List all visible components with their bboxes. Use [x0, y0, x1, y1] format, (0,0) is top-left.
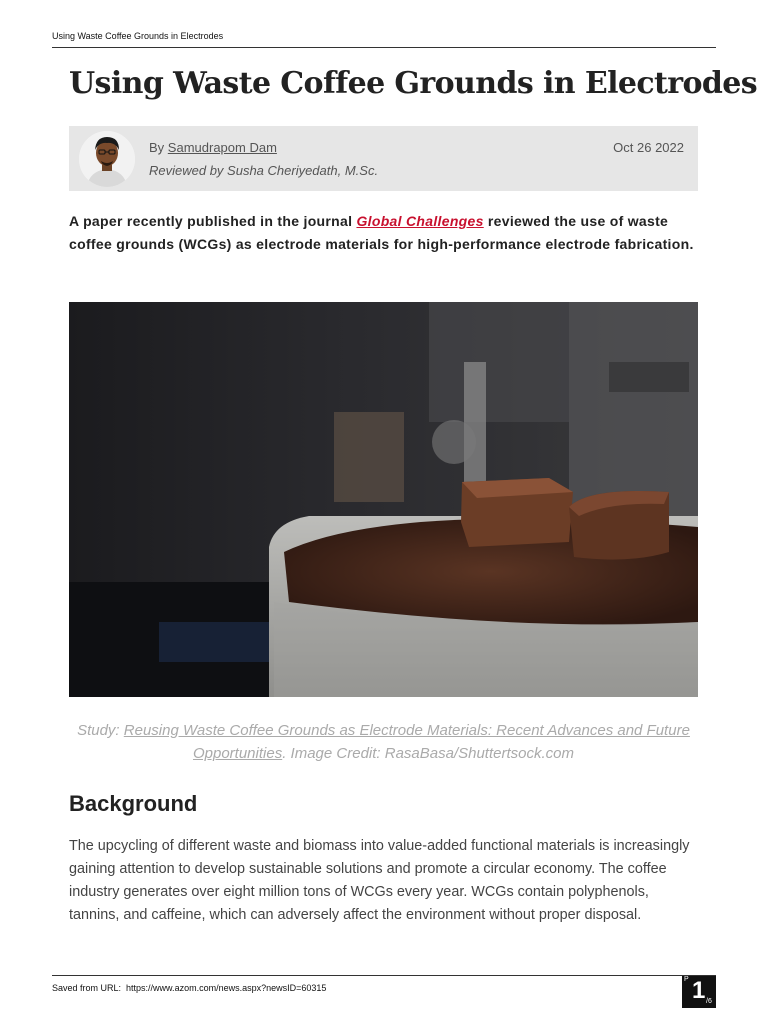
footer-source: [52, 983, 326, 993]
journal-link[interactable]: Global Challenges: [356, 213, 484, 229]
section-body: The upcycling of different waste and biomass into value-added functional materials is increasingly gaining attention to develop sustainable solutions and promote a circular economy. The coffee industry generates over eight million tons of WCGs every year. WCGs contain polyphenols, tannins, and caffeine, which can adversely affect the environment without proper disposal.: [69, 838, 690, 923]
caption-study-link[interactable]: Reusing Waste Coffee Grounds as Electrode Materials: Recent Advances and Future Opportunities: [123, 722, 690, 762]
page-total: /6: [706, 998, 712, 1005]
article-photo: [69, 302, 698, 697]
author-avatar: [79, 131, 135, 187]
publish-date: Oct 26 2022: [613, 140, 684, 155]
header-divider: [52, 47, 716, 48]
author-link[interactable]: Samudrapom Dam: [167, 140, 277, 155]
caption-prefix: Study:: [77, 722, 124, 739]
reviewer-line: Reviewed by Susha Cheriyedath, M.Sc.: [149, 163, 379, 178]
byline-box: [69, 126, 698, 191]
article-lede: [69, 210, 701, 256]
running-head: Using Waste Coffee Grounds in Electrodes: [52, 31, 224, 41]
byline-prefix: By: [149, 140, 165, 155]
article-title: Using Waste Coffee Grounds in Electrodes: [69, 66, 758, 101]
lede-text-end: reviewed the use of waste coffee grounds (WCGs) as electrode materials for high-performance electrode fabrication.: [69, 213, 694, 252]
footer-url: https://www.azom.com/news.aspx?newsID=60315: [126, 983, 327, 993]
footer-label: Saved from URL:: [52, 983, 122, 993]
byline: [149, 140, 277, 155]
page-number-badge: [682, 976, 716, 1008]
photo-caption: [69, 719, 698, 765]
page-mark: P: [684, 976, 689, 983]
lede-text-start: A paper recently published in the journal: [69, 213, 357, 229]
caption-credit: . Image Credit: RasaBasa/Shuttertsock.com: [282, 745, 574, 762]
page-number: 1: [692, 977, 706, 1004]
section-heading-background: Background: [69, 791, 198, 816]
footer-divider: [52, 975, 716, 976]
